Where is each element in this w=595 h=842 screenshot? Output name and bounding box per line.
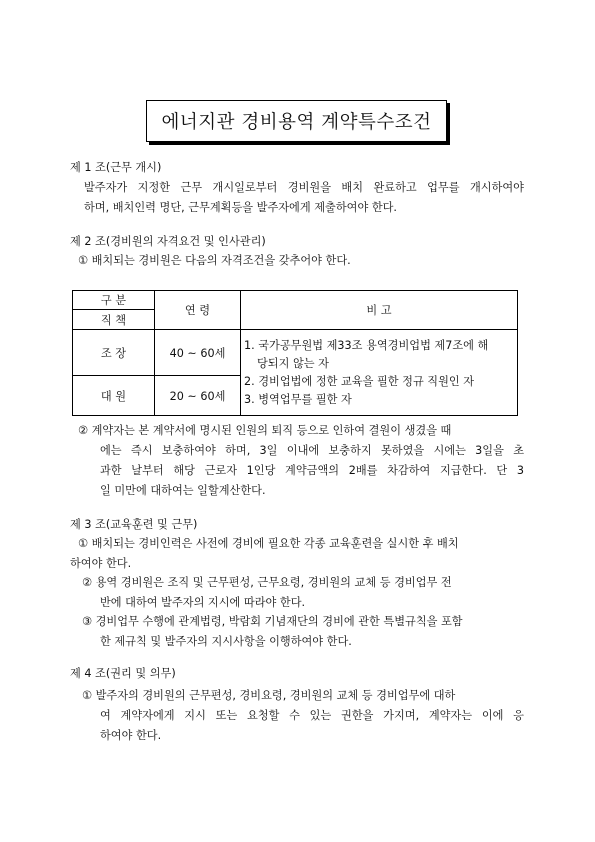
note-1a: 1. 국가공무원법 제33조 용역경비업법 제7조에 해: [244, 338, 489, 352]
table-header-note: 비 고: [241, 291, 518, 330]
article-2-heading: 제 2 조(경비원의 자격요건 및 인사관리): [70, 235, 266, 248]
article-2-item-2-line-1: ② 계약자는 본 계약서에 명시된 인원의 퇴직 등으로 인하여 결원이 생겼을 때: [78, 424, 452, 437]
document-title: [146, 100, 447, 142]
table-cell-role-member: 대 원: [73, 376, 155, 416]
article-1-line-1: 발주자가 지정한 근무 개시일로부터 경비원을 배치 완료하고 업무를 개시하여야: [84, 181, 524, 194]
article-4-item-1-line-2: 여 계약자에게 지시 또는 요청할 수 있는 권한을 가지며, 계약자는 이에 응: [100, 709, 524, 722]
table-cell-notes: [241, 330, 518, 416]
table-header-gubun: 구 분: [73, 291, 155, 310]
article-4-item-1-line-1: ① 발주자의 경비원의 근무편성, 경비요령, 경비원의 교체 등 경비업무에 대하: [82, 689, 456, 702]
qualification-table: [72, 290, 518, 416]
article-3-item-1-line-2: 하여야 한다.: [70, 557, 132, 570]
document-title-text: 에너지관 경비용역 계약특수조건: [161, 112, 432, 133]
table-cell-age-member: 20 ~ 60세: [155, 376, 241, 416]
table-header-role: 직 책: [73, 310, 155, 330]
article-1-heading: 제 1 조(근무 개시): [70, 161, 162, 174]
article-3-item-2-line-2: 반에 대하여 발주자의 지시에 따라야 한다.: [100, 596, 306, 609]
article-3-item-3-line-2: 한 제규칙 및 발주자의 지시사항을 이행하여야 한다.: [100, 635, 352, 648]
table-cell-role-leader: 조 장: [73, 330, 155, 376]
article-4-item-1-line-3: 하여야 한다.: [100, 729, 162, 742]
article-3-item-1-line-1: ① 배치되는 경비인력은 사전에 경비에 필요한 각종 교육훈련을 실시한 후 배치: [78, 537, 459, 550]
article-2-item-1: ① 배치되는 경비원은 다음의 자격조건을 갖추어야 한다.: [78, 254, 351, 267]
table-header-age: 연 령: [155, 291, 241, 330]
note-1b: 당되지 않는 자: [257, 356, 329, 370]
article-2-item-2-line-3: 과한 날부터 해당 근로자 1인당 계약금액의 2배를 차감하여 지급한다. 단 3: [100, 464, 524, 477]
table-cell-age-leader: 40 ~ 60세: [155, 330, 241, 376]
article-3-heading: 제 3 조(교육훈련 및 근무): [70, 518, 198, 531]
note-2: 2. 경비업법에 정한 교육을 필한 정규 직원인 자: [244, 374, 475, 388]
article-2-item-2-line-2: 에는 즉시 보충하여야 하며, 3일 이내에 보충하지 못하였을 시에는 3일을 초: [100, 444, 524, 457]
article-3-item-3-line-1: ③ 경비업무 수행에 관계법령, 박람회 기념재단의 경비에 관한 특별규칙을 포함: [82, 615, 463, 628]
article-4-heading: 제 4 조(권리 및 의무): [70, 667, 176, 680]
note-3: 3. 병역업무를 필한 자: [244, 392, 352, 406]
article-1-line-2: 하며, 배치인력 명단, 근무계획등을 발주자에게 제출하여야 한다.: [84, 201, 397, 214]
article-2-item-2-line-4: 일 미만에 대하여는 일할계산한다.: [100, 484, 266, 497]
article-3-item-2-line-1: ② 용역 경비원은 조직 및 근무편성, 근무요령, 경비원의 교체 등 경비업무 전: [82, 576, 452, 589]
